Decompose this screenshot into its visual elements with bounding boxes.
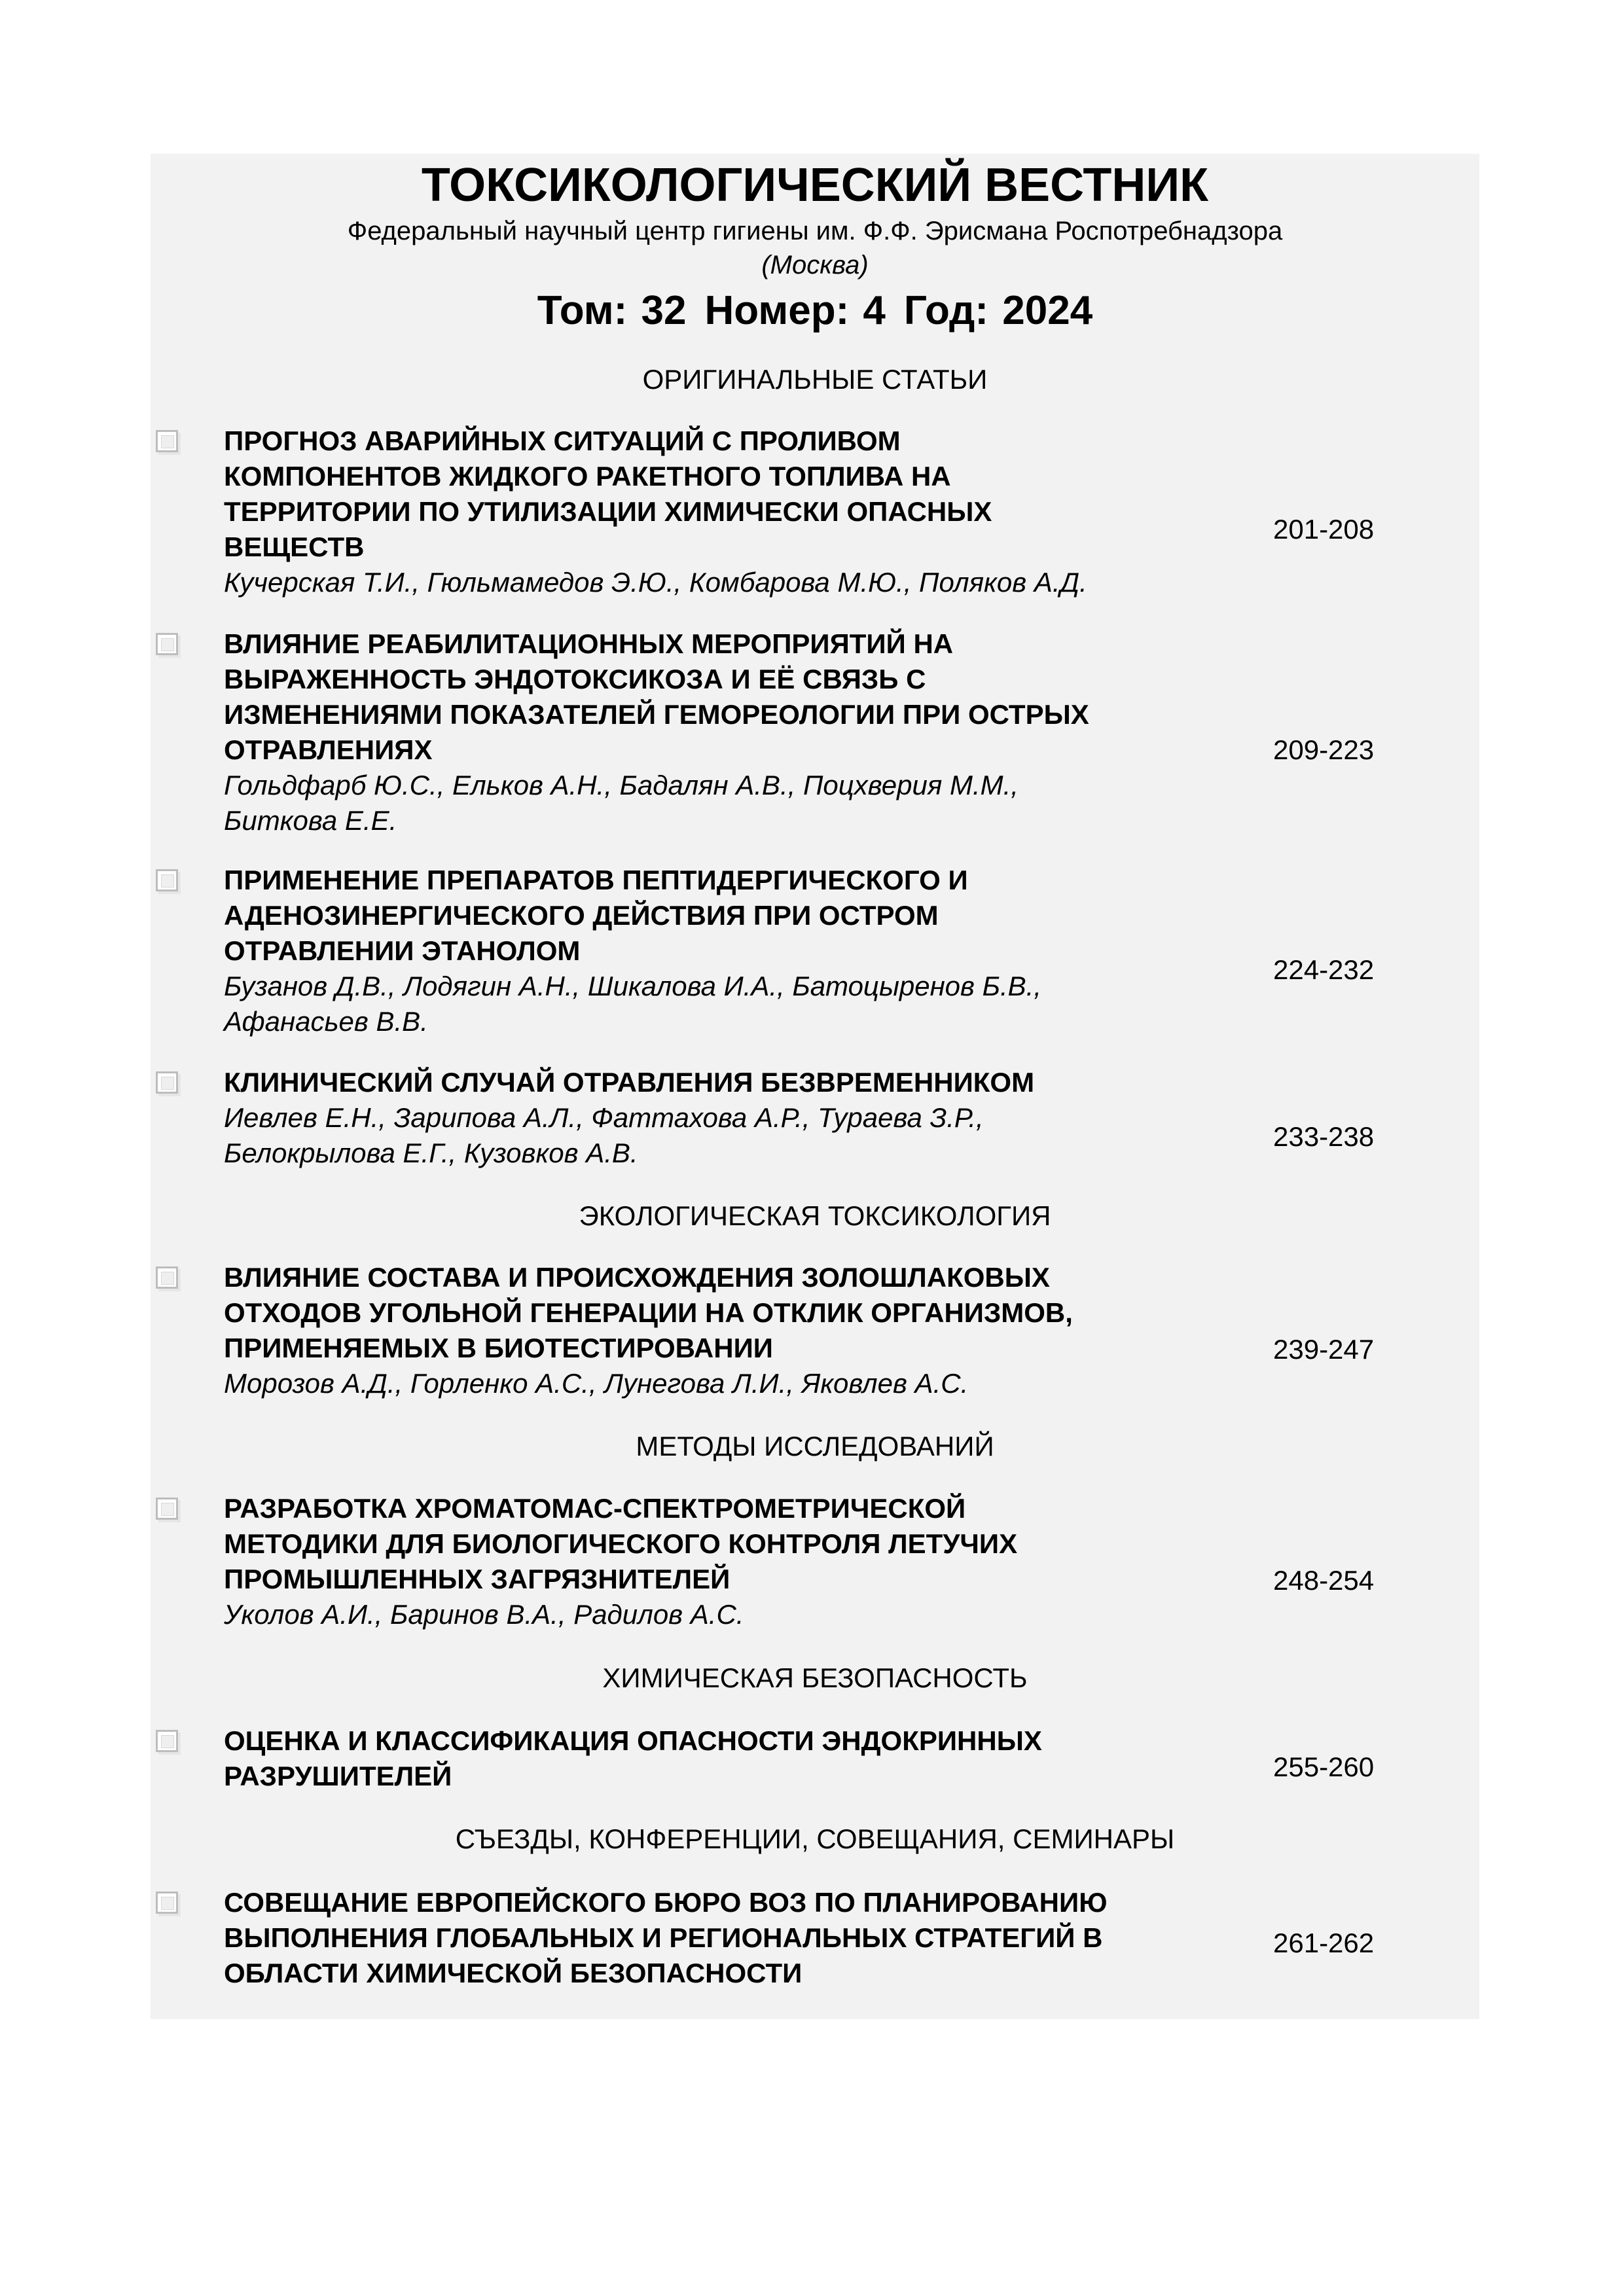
issue-info bbox=[151, 285, 1479, 337]
article-authors: Иевлев Е.Н., Зарипова А.Л., Фаттахова А.Р., Тураева З.Р., Белокрылова Е.Г., Кузовков А.В. bbox=[224, 1102, 984, 1168]
article-title[interactable]: СОВЕЩАНИЕ ЕВРОПЕЙСКОГО БЮРО ВОЗ ПО ПЛАНИРОВАНИЮ ВЫПОЛНЕНИЯ ГЛОБАЛЬНЫХ И РЕГИОНАЛЬНЫХ СТРАТЕГИЙ В ОБЛАСТИ ХИМИЧЕСКОЙ БЕЗОПАСНОСТИ bbox=[224, 1887, 1108, 1988]
article-pages: 239-247 bbox=[1273, 1334, 1375, 1365]
article-title[interactable]: РАЗРАБОТКА ХРОМАТОМАС-СПЕКТРОМЕТРИЧЕСКОЙ МЕТОДИКИ ДЛЯ БИОЛОГИЧЕСКОГО КОНТРОЛЯ ЛЕТУЧИХ ПРОМЫШЛЕННЫХ ЗАГРЯЗНИТЕЛЕЙ bbox=[224, 1493, 1018, 1594]
article-checkbox[interactable] bbox=[156, 1892, 178, 1914]
journal-title: ТОКСИКОЛОГИЧЕСКИЙ ВЕСТНИК bbox=[421, 159, 1209, 211]
issue-volume: Том: 32 bbox=[537, 288, 687, 333]
article-title[interactable]: КЛИНИЧЕСКИЙ СЛУЧАЙ ОТРАВЛЕНИЯ БЕЗВРЕМЕННИКОМ bbox=[224, 1067, 1035, 1098]
article-title[interactable]: ПРИМЕНЕНИЕ ПРЕПАРАТОВ ПЕПТИДЕРГИЧЕСКОГО И АДЕНОЗИНЕРГИЧЕСКОГО ДЕЙСТВИЯ ПРИ ОСТРОМ ОТРАВЛЕНИИ ЭТАНОЛОМ bbox=[224, 865, 968, 966]
publisher-city: (Москва) bbox=[761, 251, 869, 279]
article-checkbox[interactable] bbox=[156, 869, 178, 891]
article-pages: 248-254 bbox=[1273, 1565, 1375, 1596]
issue-year: Год: 2024 bbox=[903, 288, 1093, 333]
section-header-ecological-toxicology: ЭКОЛОГИЧЕСКАЯ ТОКСИКОЛОГИЯ bbox=[579, 1200, 1051, 1231]
article-checkbox[interactable] bbox=[156, 1730, 178, 1752]
article-pages: 201-208 bbox=[1273, 514, 1375, 545]
issue-number: Номер: 4 bbox=[704, 288, 886, 333]
article-authors: Гольдфарб Ю.С., Ельков А.Н., Бадалян А.В., Поцхверия М.М., Биткова Е.Е. bbox=[224, 770, 1019, 836]
article-authors: Морозов А.Д., Горленко А.С., Лунегова Л.И., Яковлев А.С. bbox=[224, 1368, 969, 1399]
article-pages: 233-238 bbox=[1273, 1121, 1375, 1152]
publisher-name: Федеральный научный центр гигиены им. Ф.Ф. Эрисмана Роспотребнадзора bbox=[347, 217, 1283, 245]
article-checkbox[interactable] bbox=[156, 430, 178, 452]
article-authors: Уколов А.И., Баринов В.А., Радилов А.С. bbox=[224, 1599, 744, 1630]
article-title[interactable]: ОЦЕНКА И КЛАССИФИКАЦИЯ ОПАСНОСТИ ЭНДОКРИННЫХ РАЗРУШИТЕЛЕЙ bbox=[224, 1725, 1042, 1791]
article-authors: Бузанов Д.В., Лодягин А.Н., Шикалова И.А., Батоцыренов Б.В., Афанасьев В.В. bbox=[224, 971, 1041, 1037]
article-pages: 261-262 bbox=[1273, 1928, 1375, 1958]
article-checkbox[interactable] bbox=[156, 633, 178, 655]
section-header-research-methods: МЕТОДЫ ИССЛЕДОВАНИЙ bbox=[636, 1431, 994, 1462]
article-title[interactable]: ВЛИЯНИЕ СОСТАВА И ПРОИСХОЖДЕНИЯ ЗОЛОШЛАКОВЫХ ОТХОДОВ УГОЛЬНОЙ ГЕНЕРАЦИИ НА ОТКЛИК ОРГАНИЗМОВ, ПРИМЕНЯЕМЫХ В БИОТЕСТИРОВАНИИ bbox=[224, 1262, 1073, 1363]
article-authors: Кучерская Т.И., Гюльмамедов Э.Ю., Комбарова М.Ю., Поляков А.Д. bbox=[224, 567, 1087, 598]
section-header-conferences: СЪЕЗДЫ, КОНФЕРЕНЦИИ, СОВЕЩАНИЯ, СЕМИНАРЫ bbox=[455, 1823, 1175, 1854]
article-pages: 255-260 bbox=[1273, 1751, 1375, 1782]
article-title[interactable]: ПРОГНОЗ АВАРИЙНЫХ СИТУАЦИЙ С ПРОЛИВОМ КОМПОНЕНТОВ ЖИДКОГО РАКЕТНОГО ТОПЛИВА НА ТЕРРИТОРИИ ПО УТИЛИЗАЦИИ ХИМИЧЕСКИ ОПАСНЫХ ВЕЩЕСТВ bbox=[224, 425, 992, 562]
article-title[interactable]: ВЛИЯНИЕ РЕАБИЛИТАЦИОННЫХ МЕРОПРИЯТИЙ НА ВЫРАЖЕННОСТЬ ЭНДОТОКСИКОЗА И ЕЁ СВЯЗЬ С ИЗМЕНЕНИЯМИ ПОКАЗАТЕЛЕЙ ГЕМОРЕОЛОГИИ ПРИ ОСТРЫХ ОТРАВЛЕНИЯХ bbox=[224, 628, 1089, 765]
article-pages: 209-223 bbox=[1273, 734, 1375, 765]
article-pages: 224-232 bbox=[1273, 954, 1375, 985]
table-of-contents-panel bbox=[151, 154, 1479, 2019]
section-header-chemical-safety: ХИМИЧЕСКАЯ БЕЗОПАСНОСТЬ bbox=[602, 1662, 1028, 1693]
article-checkbox[interactable] bbox=[156, 1498, 178, 1520]
article-checkbox[interactable] bbox=[156, 1071, 178, 1094]
article-checkbox[interactable] bbox=[156, 1266, 178, 1289]
section-header-original-articles: ОРИГИНАЛЬНЫЕ СТАТЬИ bbox=[642, 364, 988, 395]
